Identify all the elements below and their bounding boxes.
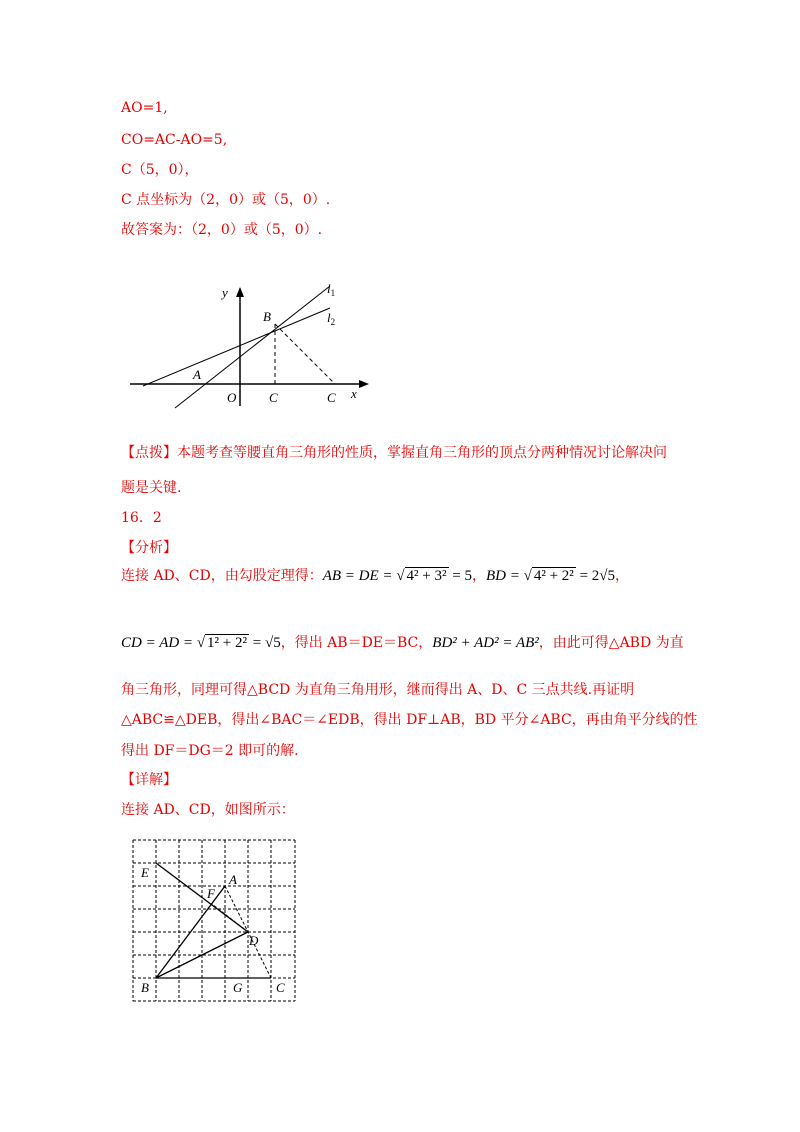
- label-c2: C: [327, 390, 336, 405]
- label-l2: $l_2$: [327, 310, 336, 327]
- label-e: E: [141, 865, 149, 880]
- dianbo-line1: 【点拨】本题考查等腰直角三角形的性质，掌握直角三角形的顶点分两种情况讨论解决问: [121, 445, 667, 461]
- fenxi-line5: 得出 DF＝DG＝2 即可的解.: [121, 743, 299, 759]
- fenxi-line3: 角三角形，同理可得△BCD 为直角三角用形，继而得出 A、D、C 三点共线.再证明: [121, 682, 635, 698]
- dianbo-line2: 题是关键.: [121, 480, 182, 496]
- label-o: O: [227, 390, 237, 405]
- formula-cd-ad: CD = AD = √ 1² + 2² = √5: [121, 635, 281, 651]
- fenxi-intro: 连接 AD、CD，由勾股定理得：: [121, 568, 323, 584]
- label-a: A: [193, 367, 201, 382]
- formula-ab-de: AB = DE = √ 4² + 3² = 5: [322, 568, 472, 584]
- y-axis-arrow: [236, 287, 244, 297]
- label-c1: C: [269, 390, 278, 405]
- grid-figure: [125, 835, 300, 1005]
- fenxi-title: 【分析】: [121, 540, 177, 556]
- label-g: G: [233, 980, 243, 995]
- formula-pythagoras: BD² + AD² = AB²: [432, 635, 539, 651]
- text-line-ao: AO=1,: [121, 100, 168, 116]
- label-a2: A: [229, 872, 237, 887]
- label-l1: $l_1$: [327, 281, 336, 298]
- label-d: D: [249, 933, 259, 948]
- line-l2: [143, 308, 330, 386]
- text-line-answer: 故答案为：（2，0）或（5，0）.: [121, 222, 323, 238]
- x-axis-arrow: [359, 380, 369, 388]
- text-line-c-point: C（5，0），: [121, 162, 199, 178]
- label-f: F: [207, 886, 215, 901]
- label-y: y: [222, 285, 228, 300]
- label-x: x: [351, 386, 357, 401]
- formula-bd: BD = √ 4² + 2² = 2√5: [485, 568, 616, 584]
- fenxi-line2: CD = AD = √ 1² + 2² = √5，得出 AB＝DE＝BC，BD² + AD² = AB²，由此可得△ABD 为直: [121, 635, 684, 651]
- segment-df: [212, 904, 248, 932]
- label-b: B: [263, 309, 271, 324]
- line-l1: [175, 286, 330, 408]
- xiangjie-line1: 连接 AD、CD，如图所示：: [121, 802, 295, 818]
- question-16-answer: 16．2: [121, 510, 162, 526]
- label-c3: C: [276, 980, 285, 995]
- xiangjie-title: 【详解】: [121, 772, 177, 788]
- fenxi-line1: 连接 AD、CD，由勾股定理得：AB = DE = √ 4² + 3² = 5，BD = √ 4² + 2² = 2√5，: [121, 568, 630, 584]
- dashed-bc2: [275, 324, 335, 384]
- text-line-co: CO=AC-AO=5,: [121, 132, 228, 148]
- fenxi-line4: △ABC≌△DEB，得出∠BAC＝∠EDB，得出 DF⊥AB，BD 平分∠ABC，再由角平分线的性: [121, 712, 698, 728]
- label-b2: B: [141, 980, 149, 995]
- coordinate-figure: [125, 278, 375, 413]
- text-line-c-coords: C 点坐标为（2，0）或（5，0）.: [121, 192, 331, 208]
